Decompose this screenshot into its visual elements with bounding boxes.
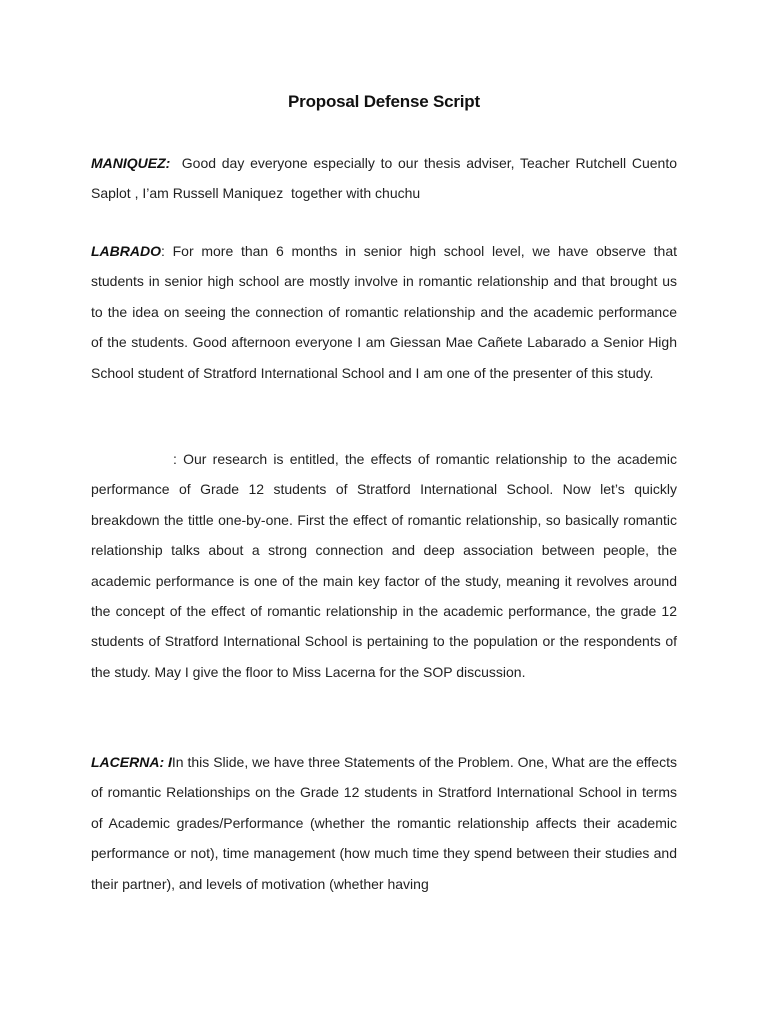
paragraph-text: : Our research is entitled, the effects of romantic relationship to the academic performance of Grade 12 students of Stratford International School. Now let’s quickly breakdown the tittle one-by-one. First the effect of romantic relationship, so basically romantic relationship talks about a strong connection and deep association between people, the academic performance is one of the main key factor of the study, meaning it revolves around the concept of the effect of romantic relationship in the academic performance, the grade 12 students of Stratford International School is pertaining to the population or the respondents of the study. May I give the floor to Miss Lacerna for the SOP discussion.	[91, 451, 677, 680]
paragraph-lacerna	[91, 747, 677, 899]
speaker-label: MANIQUEZ:	[91, 155, 171, 171]
paragraph-maniquez	[91, 148, 681, 209]
paragraph-text: Good day everyone especially to our thesis adviser, Teacher Rutchell Cuento Saplot , I’am Russell Maniquez together with chuchu	[91, 155, 681, 202]
speaker-label: LACERNA: I	[91, 754, 172, 770]
paragraph-text: : For more than 6 months in senior high school level, we have observe that students in senior high school are mostly involve in romantic relationship and that brought us to the idea on seeing the connection of romantic relationship and the academic performance of the students. Good afternoon everyone I am Giessan Mae Cañete Labarado a Senior High School student of Stratford International School and I am one of the presenter of this study.	[91, 243, 677, 381]
page-title: Proposal Defense Script	[288, 92, 480, 111]
speaker-label: LABRADO	[91, 243, 161, 259]
paragraph-unnamed-speaker	[91, 444, 677, 687]
paragraph-text: In this Slide, we have three Statements of the Problem. One, What are the effects of romantic Relationships on the Grade 12 students in Stratford International School in terms of Academic grades/Performance (whether the romantic relationship affects their academic performance or not), time management (how much time they spend between their studies and their partner), and levels of motivation (whether having	[91, 754, 677, 892]
paragraph-labrado	[91, 236, 677, 388]
